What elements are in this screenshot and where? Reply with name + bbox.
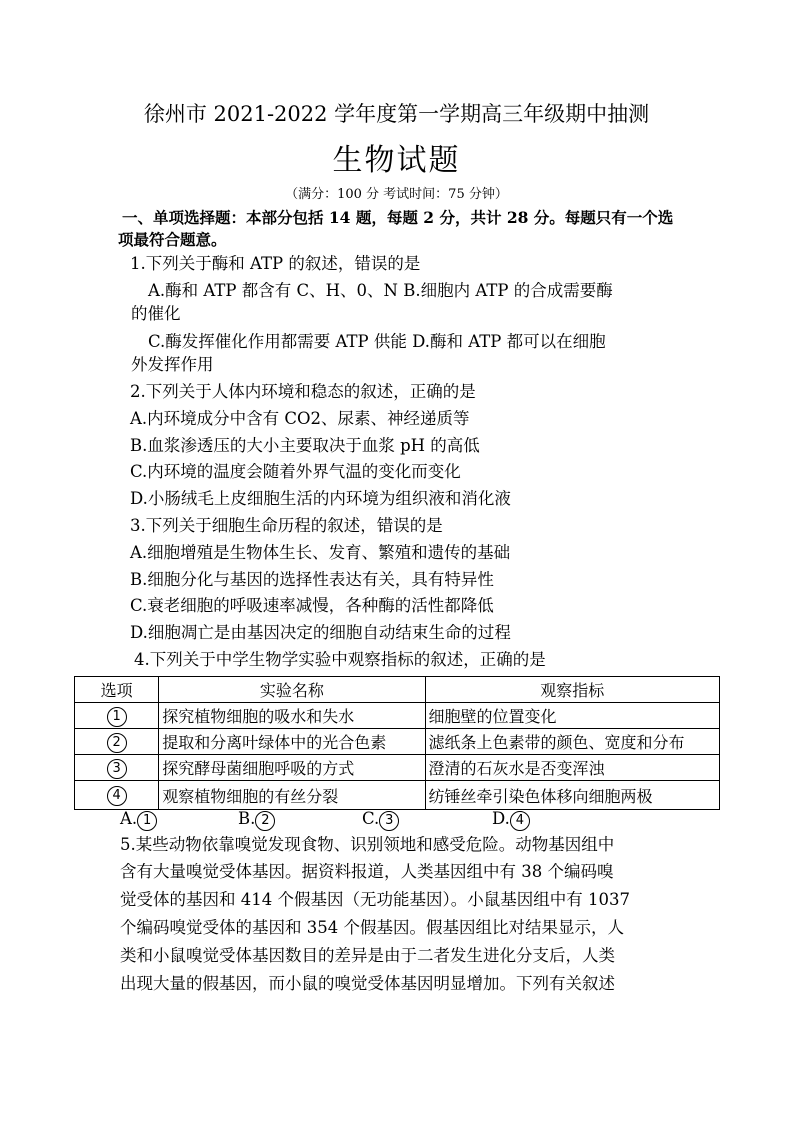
q2-option-c: C.内环境的温度会随着外界气温的变化而变化 xyxy=(130,462,461,481)
observation-index: 纺锤丝牵引染色体移向细胞两极 xyxy=(425,781,719,810)
observation-index: 细胞壁的位置变化 xyxy=(425,703,719,729)
section-heading-line1: 一、单项选择题：本部分包括 14 题，每题 2 分，共计 28 分。每题只有一个选 xyxy=(122,208,674,227)
q3-option-b: B.细胞分化与基因的选择性表达有关，具有特异性 xyxy=(130,570,494,589)
q3-option-d: D.细胞凋亡是由基因决定的细胞自动结束生命的过程 xyxy=(130,623,511,642)
header-experiment: 实验名称 xyxy=(159,677,425,703)
q3-option-a: A.细胞增殖是生物体生长、发育、繁殖和遗传的基础 xyxy=(130,543,511,562)
q1-options-cd-cont: 外发挥作用 xyxy=(131,355,214,374)
experiment-name: 探究酵母菌细胞呼吸的方式 xyxy=(159,755,425,781)
q2-option-b: B.血浆渗透压的大小主要取决于血浆 pH 的高低 xyxy=(130,436,480,455)
q5-line6: 出现大量的假基因，而小鼠的嗅觉受体基因明显增加。下列有关叙述 xyxy=(120,974,615,993)
q4-stem: 4.下列关于中学生物学实验中观察指标的叙述，正确的是 xyxy=(134,650,546,669)
q4-answer-d: D. 4 xyxy=(492,808,530,831)
experiment-name: 探究植物细胞的吸水和失水 xyxy=(159,703,425,729)
table-row xyxy=(75,755,720,781)
q3-stem: 3.下列关于细胞生命历程的叙述，错误的是 xyxy=(130,516,443,535)
option-number-badge: 4 xyxy=(107,786,127,806)
exam-info: （满分：100 分 考试时间：75 分钟） xyxy=(285,187,508,202)
q1-options-ab: A.酶和 ATP 都含有 C、H、0、N B.细胞内 ATP 的合成需要酶 xyxy=(148,281,613,300)
q1-stem: 1.下列关于酶和 ATP 的叙述，错误的是 xyxy=(130,254,421,273)
table-row xyxy=(75,703,720,729)
q4-answer-c: C. 3 xyxy=(362,808,399,831)
experiment-name: 提取和分离叶绿体中的光合色素 xyxy=(159,729,425,755)
header-option: 选项 xyxy=(75,677,159,703)
option-number-badge: 2 xyxy=(107,733,127,753)
option-number-badge: 1 xyxy=(107,707,127,727)
table-row xyxy=(75,729,720,755)
q4-answer-a: A. 1 xyxy=(120,808,157,831)
answer-badge: 2 xyxy=(255,811,275,831)
q1-options-ab-cont: 的催化 xyxy=(131,304,181,323)
observation-index: 澄清的石灰水是否变浑浊 xyxy=(425,755,719,781)
q4-table xyxy=(74,676,720,810)
q2-option-a: A.内环境成分中含有 CO2、尿素、神经递质等 xyxy=(130,409,470,428)
observation-index: 滤纸条上色素带的颜色、宽度和分布 xyxy=(425,729,719,755)
exam-title: 徐州市 2021-2022 学年度第一学期高三年级期中抽测 xyxy=(143,102,650,126)
option-number-badge: 3 xyxy=(107,759,127,779)
answer-badge: 3 xyxy=(379,811,399,831)
q5-line1: 5.某些动物依靠嗅觉发现食物、识别领地和感受危险。动物基因组中 xyxy=(120,835,615,854)
subject-title: 生物试题 xyxy=(332,143,461,178)
q3-option-c: C.衰老细胞的呼吸速率减慢，各种酶的活性都降低 xyxy=(130,596,494,615)
q5-line4: 个编码嗅觉受体的基因和 354 个假基因。假基因组比对结果显示，人 xyxy=(120,918,624,937)
answer-badge: 1 xyxy=(137,811,157,831)
q5-line3: 觉受体的基因和 414 个假基因（无功能基因）。小鼠基因组中有 1037 xyxy=(120,890,630,909)
q5-line5: 类和小鼠嗅觉受体基因数目的差异是由于二者发生进化分支后，人类 xyxy=(120,946,615,965)
section-heading-line2: 项最符合题意。 xyxy=(118,230,227,249)
q1-options-cd: C.酶发挥催化作用都需要 ATP 供能 D.酶和 ATP 都可以在细胞 xyxy=(148,332,606,351)
header-observation: 观察指标 xyxy=(425,677,719,703)
table-row xyxy=(75,781,720,810)
q2-stem: 2.下列关于人体内环境和稳态的叙述，正确的是 xyxy=(130,382,476,401)
experiment-name: 观察植物细胞的有丝分裂 xyxy=(159,781,425,810)
q4-answer-b: B. 2 xyxy=(238,808,275,831)
q2-option-d: D.小肠绒毛上皮细胞生活的内环境为组织液和消化液 xyxy=(130,489,511,508)
answer-badge: 4 xyxy=(510,811,530,831)
table-header-row xyxy=(75,677,720,703)
q5-line2: 含有大量嗅觉受体基因。据资料报道，人类基因组中有 38 个编码嗅 xyxy=(120,862,614,881)
